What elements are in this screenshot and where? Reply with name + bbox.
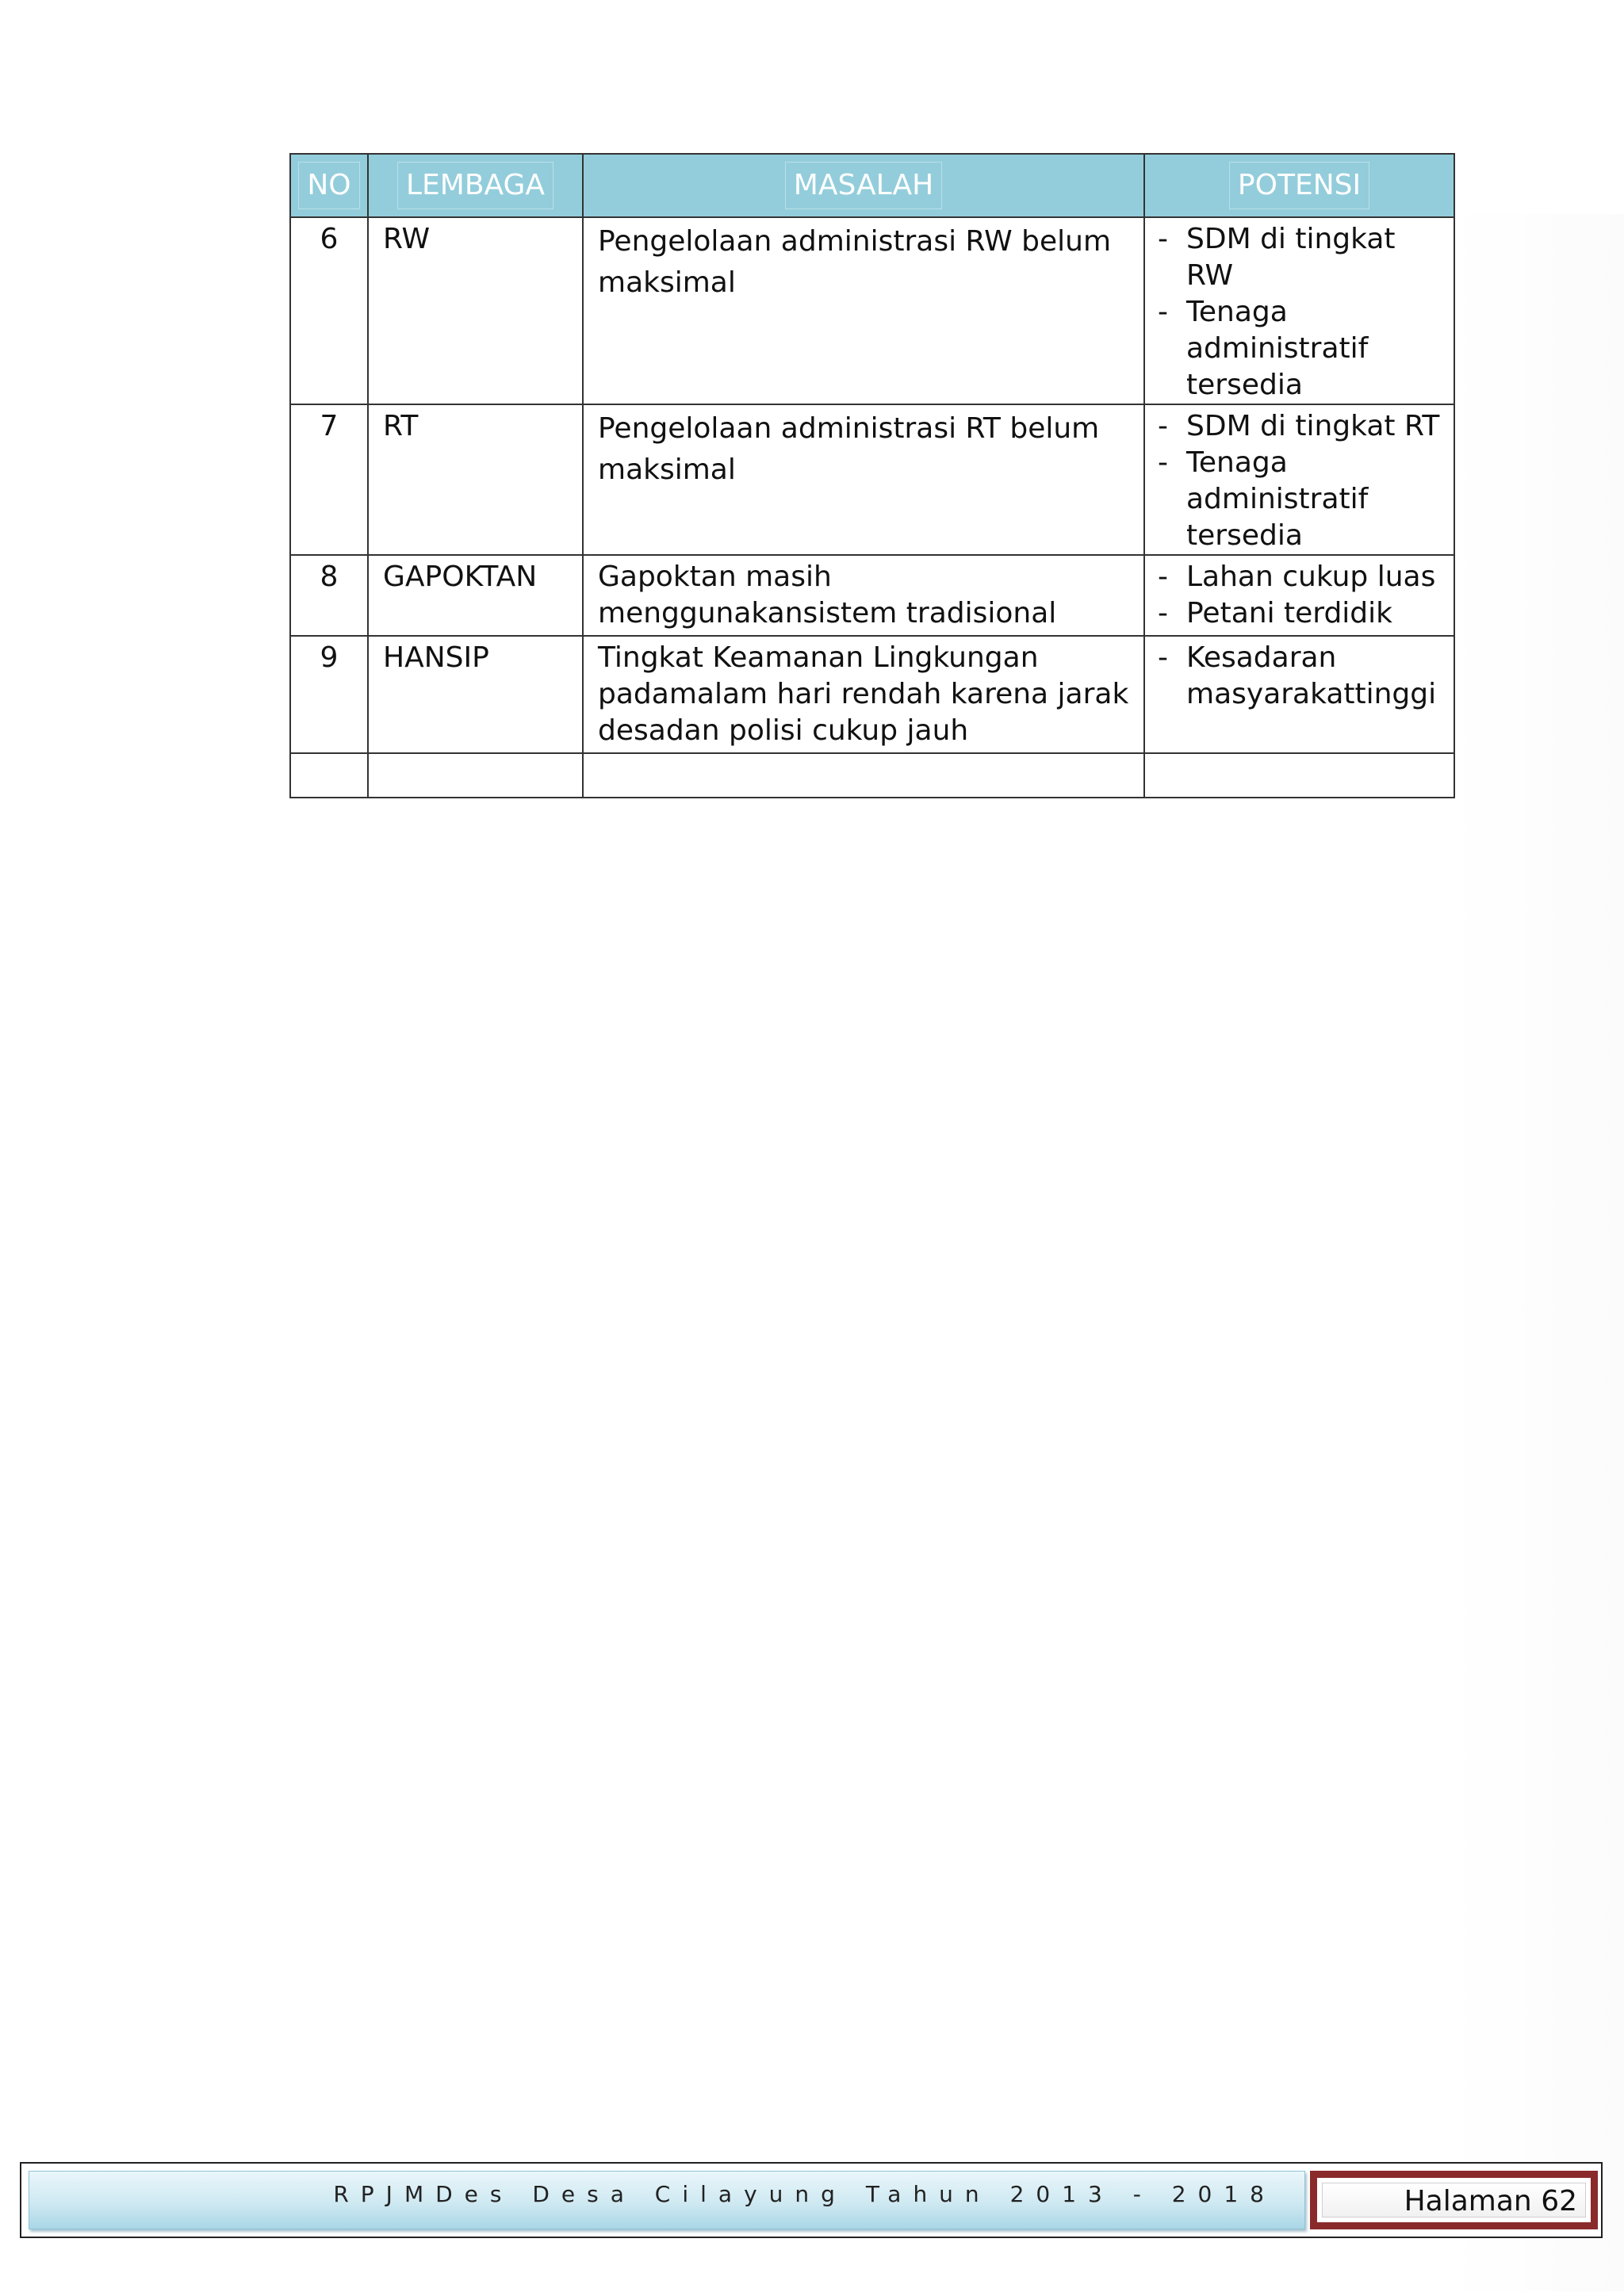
cell-no: 7 (290, 404, 368, 555)
page-edge-shade (1451, 214, 1624, 2291)
potensi-item: - SDM di tingkat RW (1158, 223, 1396, 292)
potensi-list (1158, 559, 1446, 632)
potensi-item: - Petani terdidik (1158, 595, 1446, 632)
bullet-dash: - (1158, 446, 1168, 479)
potensi-item: - Tenaga administratif tersedia (1158, 446, 1369, 552)
cell-no: 6 (290, 217, 368, 404)
cell-lembaga: HANSIP (368, 636, 583, 753)
table-row (290, 404, 1454, 555)
header-potensi: POTENSI (1144, 154, 1454, 217)
cell-masalah: Pengelolaan administrasi RW belum maksimal (583, 217, 1144, 404)
empty-cell (368, 753, 583, 798)
bullet-dash: - (1158, 296, 1168, 328)
cell-potensi (1144, 555, 1454, 636)
potensi-list (1158, 408, 1446, 554)
cell-masalah: Pengelolaan administrasi RT belum maksimal (583, 404, 1144, 555)
potensi-list (1158, 221, 1446, 404)
cell-potensi (1144, 404, 1454, 555)
cell-no: 8 (290, 555, 368, 636)
potensi-item: - Tenaga administratif tersedia (1158, 296, 1369, 401)
page-number-label: Halaman 62 (1404, 2185, 1577, 2218)
table-row (290, 555, 1454, 636)
bullet-dash: - (1158, 223, 1168, 255)
header-masalah: MASALAH (583, 154, 1144, 217)
lembaga-table (289, 153, 1455, 798)
table-header-row (290, 154, 1454, 217)
cell-potensi (1144, 217, 1454, 404)
cell-lembaga: RT (368, 404, 583, 555)
footer-title: RPJMDes Desa Cilayung Tahun 2013 - 2018 (333, 2181, 1276, 2207)
page-number-inner (1322, 2183, 1586, 2218)
bullet-dash: - (1158, 410, 1168, 442)
potensi-list (1158, 640, 1446, 713)
potensi-item: - SDM di tingkat RT (1158, 408, 1446, 445)
page-number-box (1310, 2171, 1598, 2229)
cell-masalah: Gapoktan masih menggunakansistem tradisional (583, 555, 1144, 636)
cell-masalah: Tingkat Keamanan Lingkungan padamalam hari rendah karena jarak desadan polisi cukup jauh (583, 636, 1144, 753)
footer-bar (29, 2171, 1305, 2229)
header-lembaga: LEMBAGA (368, 154, 583, 217)
empty-cell (1144, 753, 1454, 798)
cell-potensi (1144, 636, 1454, 753)
table-row (290, 636, 1454, 753)
cell-lembaga: RW (368, 217, 583, 404)
cell-no: 9 (290, 636, 368, 753)
bullet-dash: - (1158, 561, 1168, 593)
table-row (290, 217, 1454, 404)
cell-lembaga: GAPOKTAN (368, 555, 583, 636)
potensi-item: - Kesadaran masyarakattinggi (1158, 641, 1437, 710)
empty-cell (583, 753, 1144, 798)
empty-cell (290, 753, 368, 798)
potensi-item: - Lahan cukup luas (1158, 559, 1446, 595)
table-row-empty (290, 753, 1454, 798)
bullet-dash: - (1158, 597, 1168, 629)
header-no: NO (290, 154, 368, 217)
bullet-dash: - (1158, 641, 1168, 674)
